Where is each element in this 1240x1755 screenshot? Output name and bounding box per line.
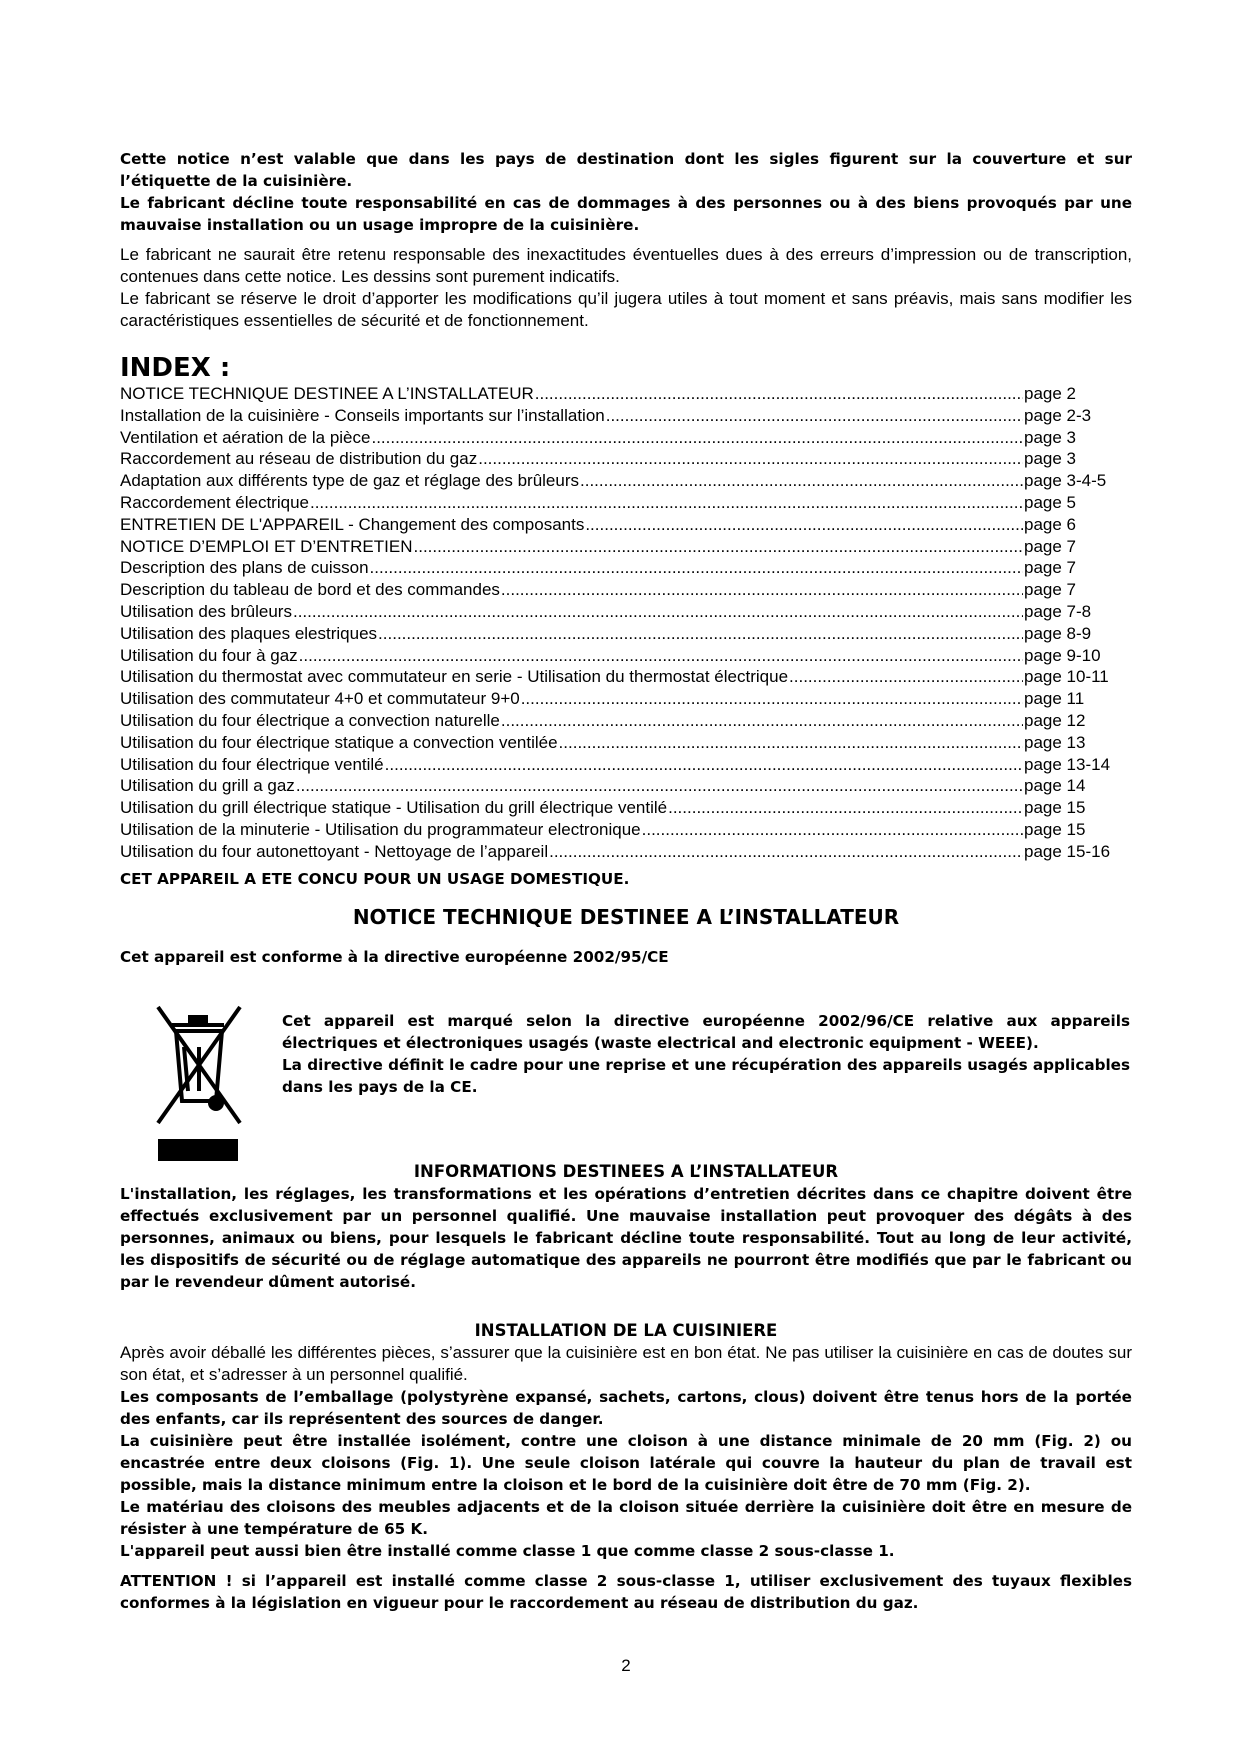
index-entry — [120, 427, 1120, 449]
intro-bold-1: Cette notice n’est valable que dans les pays de destination dont les sigles figurent sur la couverture et sur l’étiquette de la cuisinière. — [120, 150, 1132, 190]
index-entry-page: page 7-8 — [1024, 601, 1092, 621]
index-entry — [120, 819, 1120, 841]
index-entry-label: Utilisation du four électrique statique a convection ventilée — [120, 732, 558, 752]
index-entry-page: page 13 — [1024, 732, 1086, 752]
index-entry-page: page 3 — [1024, 427, 1076, 447]
index-entry-page: page 15 — [1024, 798, 1086, 818]
index-entry-page: page 12 — [1024, 710, 1086, 730]
index-entry-label: Description des plans de cuisson — [120, 558, 369, 578]
index-entry-label: Utilisation du four électrique ventilé — [120, 754, 384, 774]
index-entry-page: page 10-11 — [1024, 667, 1109, 687]
index-entry-label: Raccordement au réseau de distribution du gaz — [120, 449, 478, 469]
index-entry-label: Utilisation du thermostat avec commutateur en serie - Utilisation du thermostat électrique — [120, 667, 789, 687]
install-p4: Le matériau des cloisons des meubles adjacents et de la cloison située derrière la cuisinière doit être en mesure de résister à une température de 65 K. — [120, 1498, 1132, 1538]
intro-section — [120, 148, 1132, 332]
install-title: INSTALLATION DE LA CUISINIERE — [474, 1321, 778, 1340]
index-entry-page: page 2-3 — [1024, 405, 1092, 425]
index-entry-label: Adaptation aux différents type de gaz et réglage des brûleurs — [120, 471, 579, 491]
index-entry-label: Utilisation des brûleurs — [120, 601, 292, 621]
weee-text-1: Cet appareil est marqué selon la directive européenne 2002/96/CE relative aux appareils électriques et électroniques usagés (waste electrical and electronic equipment - WEEE). — [282, 1012, 1130, 1052]
index-entry-page: page 11 — [1024, 689, 1085, 709]
index-entry-label: Utilisation de la minuterie - Utilisation du programmateur electronique — [120, 819, 641, 839]
intro-normal-1: Le fabricant ne saurait être retenu responsable des inexactitudes éventuelles dues à des erreurs d’impression ou de transcription, contenues dans cette notice. Les dessins sont purement indicatifs. — [120, 245, 1132, 286]
index-leader-dots — [501, 579, 1023, 601]
install-p2: Les composants de l’emballage (polystyrène expansé, sachets, cartons, clous) doivent être tenus hors de la portée des enfants, car ils représentent des sources de danger. — [120, 1388, 1132, 1428]
index-entry-page: page 8-9 — [1024, 623, 1092, 643]
index-entry — [120, 732, 1120, 754]
index-leader-dots — [293, 601, 1023, 623]
install-p5: L'appareil peut aussi bien être installé comme classe 1 que comme classe 2 sous-classe 1. — [120, 1542, 895, 1560]
index-entry-page: page 3 — [1024, 449, 1076, 469]
index-leader-dots — [559, 732, 1023, 754]
index-entry-page: page 5 — [1024, 492, 1076, 512]
index-leader-dots — [478, 448, 1023, 470]
index-entry — [120, 645, 1120, 667]
weee-bin-icon — [150, 1003, 246, 1168]
index-leader-dots — [606, 405, 1023, 427]
index-entry-page: page 9-10 — [1024, 645, 1101, 665]
index-entry-label: Utilisation des commutateur 4+0 et commutateur 9+0 — [120, 689, 520, 709]
intro-normal-2: Le fabricant se réserve le droit d’apporter les modifications qu’il jugera utiles à tout moment et sans préavis, mais sans modifier les caractéristiques essentielles de sécurité et de fonctionnement. — [120, 289, 1132, 330]
index-entry-label: Installation de la cuisinière - Conseils importants sur l’installation — [120, 405, 605, 425]
index-entry — [120, 514, 1120, 536]
index-leader-dots — [789, 666, 1023, 688]
intro-bold-2: Le fabricant décline toute responsabilité en cas de dommages à des personnes ou à des biens provoqués par une mauvaise installation ou un usage impropre de la cuisinière. — [120, 194, 1132, 234]
index-entry-label: Utilisation du four à gaz — [120, 645, 298, 665]
index-entry-label: Utilisation du four électrique a convection naturelle — [120, 710, 500, 730]
index-leader-dots — [585, 514, 1023, 536]
index-entry-page: page 13-14 — [1024, 754, 1111, 774]
index-entry — [120, 405, 1120, 427]
install-p1: Après avoir déballé les différentes pièces, s’assurer que la cuisinière est en bon état. Ne pas utiliser la cuisinière en cas de doutes sur son état, et s’adresser à un personnel qualifié. — [120, 1343, 1132, 1384]
index-entry-page: page 14 — [1024, 776, 1086, 796]
index-entry — [120, 470, 1120, 492]
install-p3: La cuisinière peut être installée isolément, contre une cloison à une distance minimale de 20 mm (Fig. 2) ou encastrée entre deux cloisons (Fig. 1). Une seule cloison latérale qui couvre la hauteur du plan de travail est possible, mais la distance minimum entre la cloison et le bord de la cuisinière doit être de 70 mm (Fig. 2). — [120, 1432, 1132, 1494]
index-leader-dots — [521, 688, 1023, 710]
index-leader-dots — [385, 754, 1023, 776]
index-leader-dots — [296, 775, 1023, 797]
index-entry — [120, 688, 1120, 710]
index-entry — [120, 797, 1120, 819]
index-entry — [120, 383, 1120, 405]
index-entry — [120, 666, 1120, 688]
index-entry-label: Utilisation des plaques elestriques — [120, 623, 378, 643]
index-entry — [120, 841, 1120, 863]
index-leader-dots — [378, 623, 1023, 645]
index-entry-page: page 2 — [1024, 384, 1076, 403]
index-entry — [120, 623, 1120, 645]
index-entry-label: Utilisation du grill a gaz — [120, 776, 295, 796]
index-entry-page: page 3-4-5 — [1024, 471, 1107, 491]
index-leader-dots — [414, 536, 1024, 558]
crossed-out-wheeled-bin-icon — [150, 1003, 246, 1163]
info-title: INFORMATIONS DESTINEES A L’INSTALLATEUR — [413, 1162, 839, 1181]
index-entry-label: NOTICE TECHNIQUE DESTINEE A L’INSTALLATEUR — [120, 384, 534, 403]
weee-text-2: La directive définit le cadre pour une reprise et une récupération des appareils usagés applicables dans les pays de la CE. — [282, 1056, 1130, 1096]
install-p6: ATTENTION ! si l’appareil est installé comme classe 2 sous-classe 1, utiliser exclusivement des tuyaux flexibles conformes à la législation en vigueur pour le raccordement au réseau de distribution du gaz. — [120, 1572, 1132, 1612]
info-text: L'installation, les réglages, les transformations et les opérations d’entretien décrites dans ce chapitre doivent être effectués exclusivement par un personnel qualifié. Une mauvaise installation peut provoquer des dégâts à des personnes, animaux ou biens, pour lesquels le fabricant décline toute responsabilité. Tout au long de leur activité, les dispositifs de sécurité ou de réglage automatique des appareils ne pourront être modifiés que par le fabricant ou par le revendeur dûment autorisé. — [120, 1185, 1132, 1291]
index-entry — [120, 754, 1120, 776]
index-leader-dots — [535, 383, 1023, 405]
index-entry — [120, 710, 1120, 732]
index-entry-page: page 6 — [1024, 514, 1076, 534]
index-entry-label: Raccordement électrique — [120, 492, 309, 512]
index-entry — [120, 536, 1120, 558]
index-leader-dots — [310, 492, 1023, 514]
index-leader-dots — [580, 470, 1023, 492]
index-entry-label: Utilisation du four autonettoyant - Nettoyage de l’appareil — [120, 841, 549, 861]
index-leader-dots — [370, 557, 1023, 579]
directive-line: Cet appareil est conforme à la directive européenne 2002/95/CE — [120, 948, 669, 966]
info-section — [120, 1161, 1132, 1293]
index-entry-page: page 7 — [1024, 580, 1076, 600]
tech-notice-title: NOTICE TECHNIQUE DESTINEE A L’INSTALLATEUR — [352, 905, 900, 929]
index-entry-label: Description du tableau de bord et des commandes — [120, 580, 500, 600]
index-leader-dots — [501, 710, 1023, 732]
page-number: 2 — [621, 1656, 631, 1675]
index-entry-label: Utilisation du grill électrique statique - Utilisation du grill électrique ventilé — [120, 798, 668, 818]
weee-text — [282, 1010, 1130, 1098]
index-entry — [120, 492, 1120, 514]
index-entry — [120, 557, 1120, 579]
index-entry-label: NOTICE D’EMPLOI ET D’ENTRETIEN — [120, 536, 413, 556]
index-entry-label: ENTRETIEN DE L'APPAREIL - Changement des composants — [120, 514, 585, 534]
index-leader-dots — [549, 841, 1023, 863]
index-leader-dots — [371, 427, 1023, 449]
index-title: INDEX : — [120, 353, 231, 383]
index-entry — [120, 601, 1120, 623]
index-entry — [120, 448, 1120, 470]
install-section — [120, 1320, 1132, 1614]
index-leader-dots — [642, 819, 1023, 841]
domestic-use-notice: CET APPAREIL A ETE CONCU POUR UN USAGE DOMESTIQUE. — [120, 870, 630, 888]
index-leader-dots — [299, 645, 1023, 667]
index-entry — [120, 579, 1120, 601]
index-entry — [120, 775, 1120, 797]
index-entry-page: page 7 — [1024, 558, 1076, 578]
index-entry-page: page 7 — [1024, 536, 1076, 556]
index-entry-page: page 15-16 — [1024, 841, 1111, 861]
index-leader-dots — [668, 797, 1023, 819]
index-entry-page: page 15 — [1024, 819, 1086, 839]
index-list — [120, 383, 1120, 863]
index-entry-label: Ventilation et aération de la pièce — [120, 427, 371, 447]
